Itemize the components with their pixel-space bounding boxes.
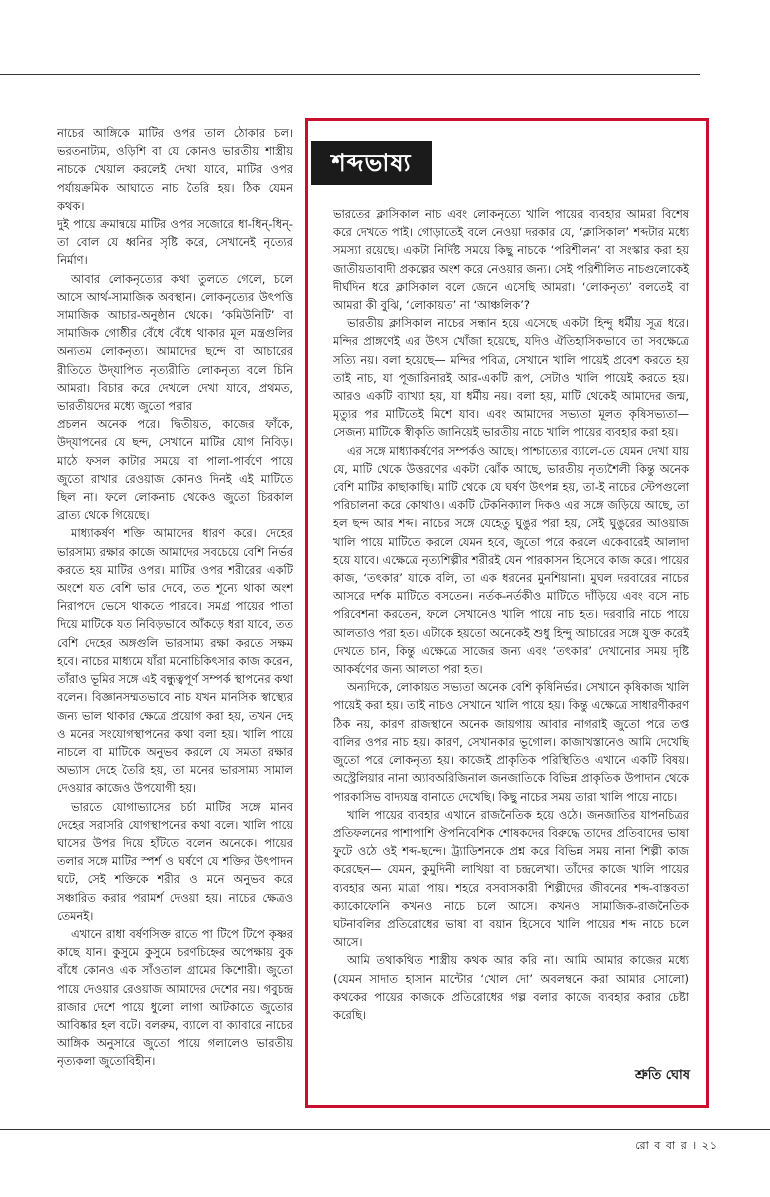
paragraph: মাধ্যাকর্ষণ শক্তি আমাদের ধারণ করে। দেহের ভারসাম্য রক্ষার কাজে আমাদের সবচেয়ে বেশি নির্ভর করতে হয় মাটির ওপর। মাটির ওপর শরীরের একটি অংশে যত বেশি ভার দেবে, তত শূন্যে থাকা অংশ নিরাপদে ভেসে থাকতে পারবে। সমগ্র পায়ের পাতা দিয়ে মাটিকে যত নিবিড়ভাবে আঁকড়ে ধরা যাবে, তত বেশি দেহের অঙ্গগুলি ভারসাম্য রক্ষা করতে সক্ষম হবে। নাচের মাধ্যমে যাঁরা মনোচিকিৎসার কাজ করেন, তাঁরাও ভূমির সঙ্গে এই বন্ধুত্বপূর্ণ সম্পর্ক স্থাপনের কথা বলেন। বিজ্ঞানসম্মতভাবে নাচ যখন মানসিক স্বাস্থ্যের জন্য ভাল থাকার ক্ষেত্রে প্রয়োগ করা হয়, তখন দেহ ও মনের সংযোগস্থাপনের কথা বলা হয়। খালি পায়ে নাচলে বা মাটিকে অনুভব করলে যে সমতা রক্ষার অভ্যাস দেহে তৈরি হয়, তা মনের ভারসাম্য সামাল দেওয়ার কাজেও উপযোগী হয়।: [57, 526, 293, 796]
top-rule: [0, 74, 700, 75]
paragraph: ভারতে যোগাভ্যাসের চর্চা মাটির সঙ্গে মানব দেহের সরাসরি যোগস্থাপনের কথা বলে। খালি পায়ে ঘাসের উপর দিয়ে হাঁটতে বলেন অনেকে। পায়ের তলার সঙ্গে মাটির স্পর্শ ও ঘর্ষণে যে শক্তির উৎপাদন ঘটে, সেই শক্তিকে শরীর ও মনে অনুভব করে সঞ্চারিত করার পরামর্শ দেওয়া হয়। নাচের ক্ষেত্রও তেমনই।: [57, 799, 293, 923]
paragraph: এর সঙ্গে মাধ্যাকর্ষণের সম্পর্কও আছে। পাশ্চাত্যের ব্যালে-তে যেমন দেখা যায় যে, মাটি থেকে উত্তরণের একটা ঝোঁক আছে, ভারতীয় নৃত্যশৈলী কিন্তু অনেক বেশি মাটির কাছাকাছি। মাটি থেকে যে ঘর্ষণ উৎপন্ন হয়, তা-ই নাচের স্টেপগুলো পরিচালনা করে কোথাও। একটি টেকনিক্যাল দিকও এর সঙ্গে জড়িয়ে আছে, তা হল ছন্দ আর শব্দ। নাচের সঙ্গে যেহেতু ঘুঙুর পরা হয়, সেই ঘুঙুরের আওয়াজ খালি পায়ে মাটিতে করলে যেমন হবে, জুতো পরে করলে একেবারেই আলাদা হয়ে যাবে। এক্ষেত্রে নৃত্যশিল্পীর শরীরই যেন পারকাসন হিসেবে কাজ করে। পায়ের কাজ, ‘তৎকার’ যাকে বলি, তা এক ধরনের মুনশিয়ানা। মুঘল দরবারের নাচের আসরে দর্শক মাটিতে বসতেন। নর্তক-নর্তকীও মাটিতে দাঁড়িয়ে এবং বসে নাচ পরিবেশনা করতেন, ফলে সেখানেও খালি পায়ে নাচ হত। দরবারি নাচে পায়ে আলতাও পরা হত। এটাকে হয়তো অনেকেই শুধু হিন্দু আচারের সঙ্গে যুক্ত করেই দেখতে চান, কিন্তু এক্ষেত্রে সাজের জন্য এবং ‘তৎকার’ দেখানোর সময় দৃষ্টি আকর্ষণের জন্য আলতা পরা হত।: [333, 443, 689, 677]
paragraph: অন্যদিকে, লোকায়ত সভ্যতা অনেক বেশি কৃষিনির্ভর। সেখানে কৃষিকাজ খালি পায়েই করা হয়। তাই নাচও সেখানে খালি পায়ে হয়। কিন্তু এক্ষেত্রে সাধারণীকরণ ঠিক নয়, কারণ রাজস্থানে অনেক জায়গায় আবার নাগরাই জুতো পরে তপ্ত বালির ওপর নাচ হয়। কারণ, সেখানকার ভূগোল। কাজাখস্তানেও আমি দেখেছি জুতো পরে লোকনৃত্য হয়। কাজেই প্রাকৃতিক পরিস্থিতিও এখানে একটি বিষয়। অস্ট্রেলিয়ার নানা অ্যাবঅরিজিনাল জনজাতিকে বিভিন্ন প্রাকৃতিক উপাদান থেকে পারকাসিভ বাদ্যযন্ত্র বানাতে দেখেছি। কিছু নাচের সময় তারা খালি পায়ে নাচে।: [333, 680, 689, 804]
paragraph: এখানে রাধা বর্ষণসিক্ত রাতে পা টিপে টিপে কৃষ্ণর কাছে যান। কুসুমে কুসুমে চরণচিহ্নের অপেক্ষায় বুক বাঁধে কোনও এক সাঁওতাল গ্রামের কিশোরী। জুতো পায়ে দেওয়ার রেওয়াজ আমাদের দেশের নয়। গবুচন্দ্র রাজার দেশে পায়ে ধুলো লাগা আটকাতে জুতোর আবিষ্কার হল বটে। বলরুম, ব্যালে বা ক্যাবারে নাচের আঙ্গিক অনুসারে জুতো পায়ে গলালেও ভারতীয় নৃত্যকলা জুতোবিহীন।: [57, 926, 293, 1069]
author-byline: শ্রুতি ঘোষ: [634, 1068, 690, 1083]
paragraph: খালি পায়ের ব্যবহার এখানে রাজনৈতিক হয়ে ওঠে। জনজাতির যাপনচিত্রর প্রতিফলনের পাশাপাশি ঔপনিবেশিক শোষকদের বিরুদ্ধে তাদের প্রতিবাদের ভাষা ফুটে ওঠে ওই শব্দ-ছন্দে। ট্র্যাডিশনকে প্রশ্ন করে বিভিন্ন সময় নানা শিল্পী কাজ করেছেন— যেমন, কুমুদিনী লাখিয়া বা চন্দ্রলেখা। তাঁদের কাজে খালি পায়ের ব্যবহার অন্য মাত্রা পায়। শহরে বসবাসকারী শিল্পীদের জীবনের শব্দ-বাস্তবতা ক্যাকোফোনি কখনও নাচে চলে আসে। কখনও সামাজিক-রাজনৈতিক ঘটনাবলির প্রতিরোধের ভাষা বা বয়ান হিসেবে খালি পায়ের শব্দ নাচে চলে আসে।: [333, 807, 689, 950]
paragraph: ভারতীয় ক্লাসিকাল নাচের সন্ধান হয়ে এসেছে একটা হিন্দু ধর্মীয় সূত্র ধরে। মন্দির প্রাঙ্গণেই এর উৎস খোঁজা হয়েছে, যদিও ঐতিহাসিকভাবে তা সবক্ষেত্রে সত্যি নয়। বলা হয়েছে— মন্দির পবিত্র, সেখানে খালি পায়েই প্রবেশ করতে হয় তাই নাচ, যা পূজারিনারই আর-একটি রূপ, সেটাও খালি পায়েই করতে হয়। আরও একটি ব্যাখ্যা হয়, যা ধর্মীয় নয়। বলা হয়, মাটি থেকেই আমাদের জন্ম, মৃত্যুর পর মাটিতেই মিশে যাব। এবং আমাদের সভ্যতা মূলত কৃষিসভ্যতা— সেজন্য মাটিকে স্বীকৃতি জানিয়েই ভারতীয় নাচে খালি পায়ের ব্যবহার করা হয়।: [333, 316, 689, 440]
bottom-rule: [0, 1129, 770, 1130]
paragraph: দুই পায়ে ক্রমান্বয়ে মাটির ওপর সজোরে ধা-ধিন্-ধিন্-তা বোল যে ধ্বনির সৃষ্টি করে, সেখানেই নৃত্যের নির্মাণ।: [57, 217, 293, 268]
paragraph: প্রচলন অনেক পরে। দ্বিতীয়ত, কাজের ফাঁকে, উদ্‌যাপনের যে ছন্দ, সেখানে মাটির যোগ নিবিড়। মাঠে ফসল কাটার সময়ে বা পালা-পার্বণে পায়ে জুতো রাখার রেওয়াজ কোনও দিনই এই মাটিতে ছিল না। ফলে লোকনাচ থেকেও জুতো চিরকাল ব্রাত্য থেকে গিয়েছে।: [57, 417, 293, 523]
left-column-text: [57, 124, 293, 1124]
page-footer: রো ব বা র । ২১: [635, 1139, 718, 1152]
paragraph: আমি তথাকথিত শাস্ত্রীয় কথক আর করি না। আমি আমার কাজের মধ্যে (যেমন সাদাত হাসান মান্টোর ‘খোল দো’ অবলম্বনে করা আমার সোলো) কথকের পায়ের কাজকে প্রতিরোধের গল্প বলার কাজে ব্যবহার করার চেষ্টা করেছি।: [333, 953, 689, 1022]
paragraph: ভারতের ক্লাসিকাল নাচ এবং লোকনৃত্যে খালি পায়ের ব্যবহার আমরা বিশেষ করে দেখতে পাই। গোড়াতেই বলে নেওয়া দরকার যে, ‘ক্লাসিকাল’ শব্দটার মধ্যে সমস্যা রয়েছে। একটা নির্দিষ্ট সময়ে কিছু নাচকে ‘পরিশীলন’ বা সংস্কার করা হয় জাতীয়তাবাদী প্রকল্পের অংশ করে নেওয়ার জন্য। সেই পরিশীলিত নাচগুলোকেই দীর্ঘদিন ধরে ক্লাসিকাল বলে জেনে এসেছি আমরা। ‘লোকনৃত্য’ বলতেই বা আমরা কী বুঝি, ‘লোকায়ত’ না ‘আঞ্চলিক’?: [333, 207, 689, 313]
paragraph: নাচের আঙ্গিকে মাটির ওপর তাল ঠোকার চল। ভরতনাট্যম, ওড়িশি বা যে কোনও ভারতীয় শাস্ত্রীয় নাচকে খেয়াল করলেই দেখা যাবে, মাটির ওপর পর্যায়ক্রমিক আঘাতে নাচ তৈরি হয়। ঠিক যেমন কথক।: [57, 126, 293, 213]
paragraph: আবার লোকনৃত্যের কথা তুলতে গেলে, চলে আসে আর্থ-সামাজিক অবস্থান। লোকনৃত্যের উৎপত্তি সামাজিক আচার-অনুষ্ঠান থেকে। ‘কমিউনিটি’ বা সামাজিক গোষ্ঠীর বেঁধে বেঁধে থাকার মূল মন্ত্রগুলির অন্যতম লোকনৃত্য। আমাদের ছন্দে বা আচারের রীতিতে উদ্‌যাপিত নৃত্যরীতি লোকনৃত্য বলে চিনি আমরা। বিচার করে দেখলে দেখা যাবে, প্রথমত, ভারতীয়দের মধ্যে জুতো পরার: [57, 271, 293, 414]
sidebar-heading: শব্দভাষ্য: [311, 141, 432, 185]
sidebar-body-text: [333, 205, 689, 1055]
